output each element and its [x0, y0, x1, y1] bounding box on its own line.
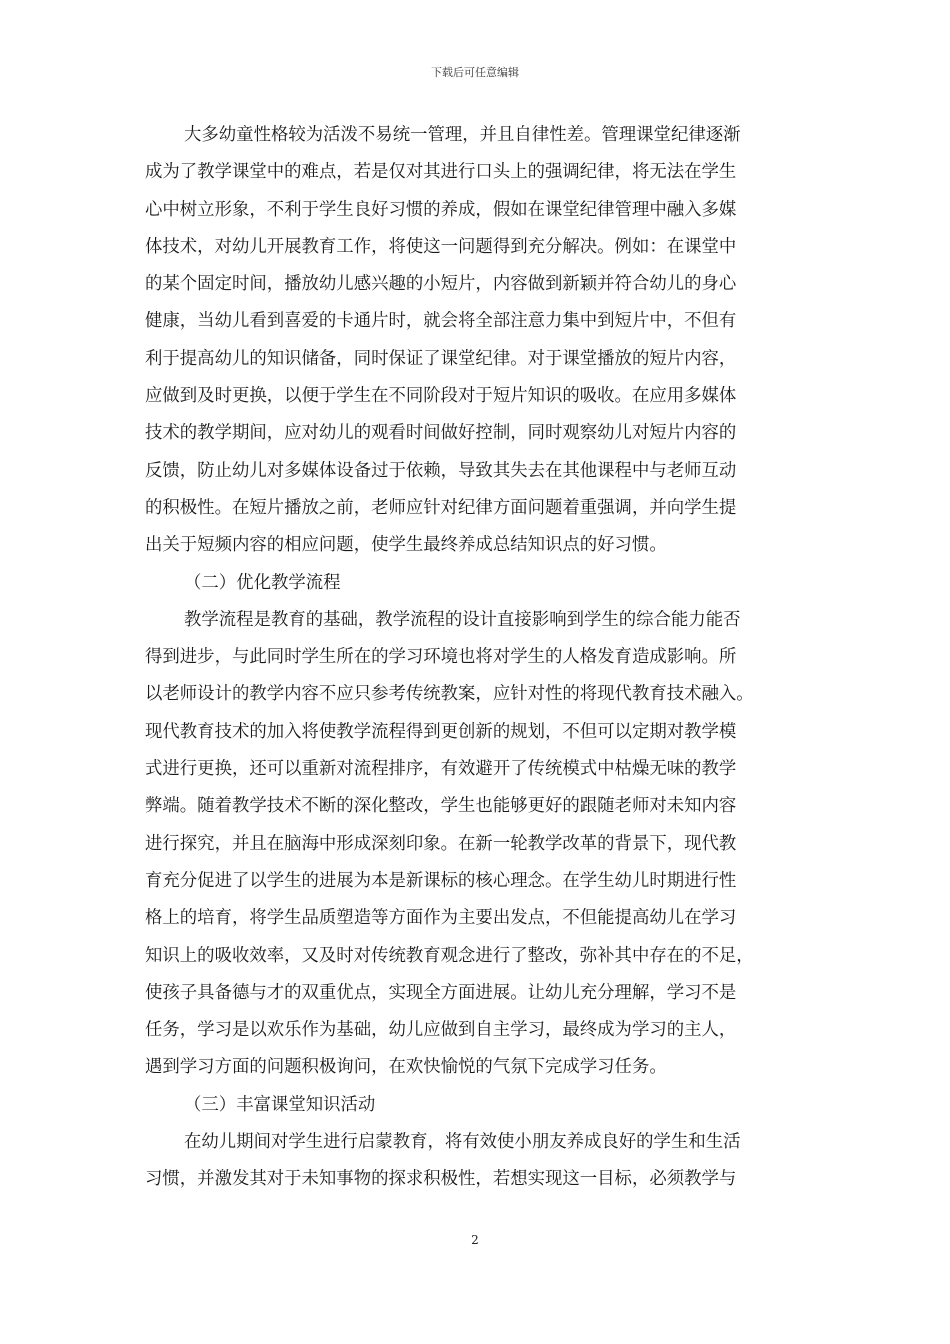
- paragraph-line: 格上的培育，将学生品质塑造等方面作为主要出发点，不但能提高幼儿在学习: [145, 908, 737, 929]
- paragraph-line: 的积极性。在短片播放之前，老师应针对纪律方面问题着重强调，并向学生提: [145, 497, 737, 518]
- paragraph-line: 得到进步，与此同时学生所在的学习环境也将对学生的人格发育造成影响。所: [145, 647, 737, 668]
- paragraph-line: 习惯，并激发其对于未知事物的探求积极性，若想实现这一目标，必须教学与: [145, 1169, 737, 1190]
- paragraph-line: 知识上的吸收效率，又及时对传统教育观念进行了整改，弥补其中存在的不足，: [145, 945, 754, 966]
- paragraph-line: 心中树立形象，不利于学生良好习惯的养成，假如在课堂纪律管理中融入多媒: [145, 199, 737, 220]
- paragraph-line: 进行探究，并且在脑海中形成深刻印象。在新一轮教学改革的背景下，现代教: [145, 833, 737, 854]
- paragraph-line: 使孩子具备德与才的双重优点，实现全方面进展。让幼儿充分理解，学习不是: [145, 982, 737, 1003]
- paragraph-line: 育充分促进了以学生的进展为本是新课标的核心理念。在学生幼儿时期进行性: [145, 870, 737, 891]
- paragraph-line: 成为了教学课堂中的难点，若是仅对其进行口头上的强调纪律，将无法在学生: [145, 162, 737, 183]
- page-number: 2: [471, 1233, 479, 1247]
- paragraph-line: 以老师设计的教学内容不应只参考传统教案，应针对性的将现代教育技术融入。: [145, 684, 754, 705]
- paragraph-line: 教学流程是教育的基础，教学流程的设计直接影响到学生的综合能力能否: [184, 609, 741, 630]
- paragraph-line: 在幼儿期间对学生进行启蒙教育，将有效使小朋友养成良好的学生和生活: [184, 1132, 741, 1153]
- section-heading: （二）优化教学流程: [184, 572, 341, 593]
- paragraph-line: 任务，学习是以欢乐作为基础，幼儿应做到自主学习，最终成为学习的主人，: [145, 1020, 737, 1041]
- paragraph-line: 出关于短频内容的相应问题，使学生最终养成总结知识点的好习惯。: [145, 535, 667, 556]
- paragraph-line: 技术的教学期间，应对幼儿的观看时间做好控制，同时观察幼儿对短片内容的: [145, 423, 737, 444]
- paragraph-line: 弊端。随着教学技术不断的深化整改，学生也能够更好的跟随老师对未知内容: [145, 796, 737, 817]
- section-heading: （三）丰富课堂知识活动: [184, 1094, 376, 1115]
- paragraph-line: 现代教育技术的加入将使教学流程得到更创新的规划，不但可以定期对教学模: [145, 721, 737, 742]
- paragraph-line: 利于提高幼儿的知识储备，同时保证了课堂纪律。对于课堂播放的短片内容，: [145, 348, 737, 369]
- paragraph-line: 的某个固定时间，播放幼儿感兴趣的小短片，内容做到新颖并符合幼儿的身心: [145, 274, 737, 295]
- paragraph-line: 大多幼童性格较为活泼不易统一管理，并且自律性差。管理课堂纪律逐渐: [184, 125, 741, 145]
- paragraph-line: 式进行更换，还可以重新对流程排序，有效避开了传统模式中枯燥无味的教学: [145, 759, 737, 780]
- paragraph-line: 健康，当幼儿看到喜爱的卡通片时，就会将全部注意力集中到短片中，不但有: [145, 311, 737, 332]
- paragraph-line: 应做到及时更换，以便于学生在不同阶段对于短片知识的吸收。在应用多媒体: [145, 386, 737, 407]
- document-body: [145, 117, 807, 1199]
- paragraph-line: 体技术，对幼儿开展教育工作，将使这一问题得到充分解决。例如：在课堂中: [145, 236, 737, 257]
- paragraph-line: 反馈，防止幼儿对多媒体设备过于依赖，导致其失去在其他课程中与老师互动: [145, 460, 737, 481]
- paragraph-line: 遇到学习方面的问题积极询问，在欢快愉悦的气氛下完成学习任务。: [145, 1057, 667, 1078]
- page-header: 下载后可任意编辑: [431, 66, 519, 79]
